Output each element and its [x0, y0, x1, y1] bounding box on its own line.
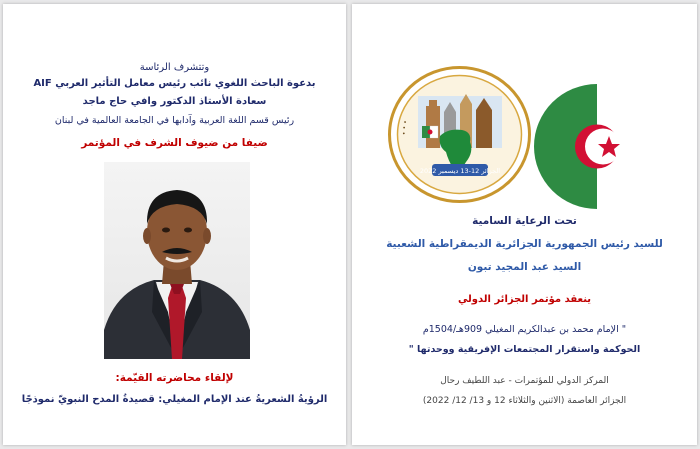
venue-text: المركز الدولي للمؤتمرات - عبد اللطيف رحال — [440, 376, 609, 386]
crescent-star-graphic — [534, 84, 660, 209]
guest-of-honor-line: ضيفا من ضيوف الشرف في المؤتمر — [81, 137, 268, 149]
right-page — [352, 4, 697, 445]
conference-topic-line1: " الإمام محمد بن عبدالكريم المغيلي 909هـ/1504م — [422, 324, 627, 335]
portrait-illustration — [104, 162, 250, 359]
lecture-title: الرؤيةُ الشعريةُ عند الإمام المغيلي: قصيدةُ المدح النبويّ نموذجًا — [21, 394, 328, 405]
date-text: الجزائر العاصمة (الاثنين والثلاثاء 12 و 13/ 12/ 2022) — [422, 396, 627, 406]
emblem-graphic — [388, 66, 531, 203]
lecture-label: لإلقاء محاضرته القيّمة: — [115, 372, 234, 384]
president-title: للسيد رئيس الجمهورية الجزائرية الديمقراطية الشعبية — [386, 238, 663, 250]
conference-title: ينعقد مؤتمر الجزائر الدولي — [457, 294, 592, 305]
algeria-flag-icon — [534, 84, 660, 209]
president-name: السيد عبد المجيد تبون — [467, 261, 582, 273]
patronage-title: تحت الرعاية السامية — [472, 215, 577, 227]
conference-topic-line2: الحوكمة واستقرار المجتمعات الإفريقية ووحدتها " — [408, 344, 641, 355]
intro-text: وتتشرف الرئاسة — [139, 62, 210, 73]
left-page — [3, 4, 346, 445]
speaker-portrait — [104, 162, 250, 359]
emblem-date: الجزائر 12-13 ديسمبر 2022 — [419, 167, 501, 175]
speaker-position: رئيس قسم اللغة العربية وآدابها في الجامعة العالمية في لبنان — [54, 115, 295, 126]
conference-emblem-icon — [388, 66, 531, 203]
svg-text:• • • • • • • • • • • • • • •: • • • — [400, 119, 410, 136]
speaker-name: سعادة الأستاذ الدكتور وافي حاج ماجد — [82, 96, 267, 107]
invitation-line: بدعوة الباحث اللغوي نائب رئيس معامل التأثير العربي AIF — [33, 78, 316, 89]
